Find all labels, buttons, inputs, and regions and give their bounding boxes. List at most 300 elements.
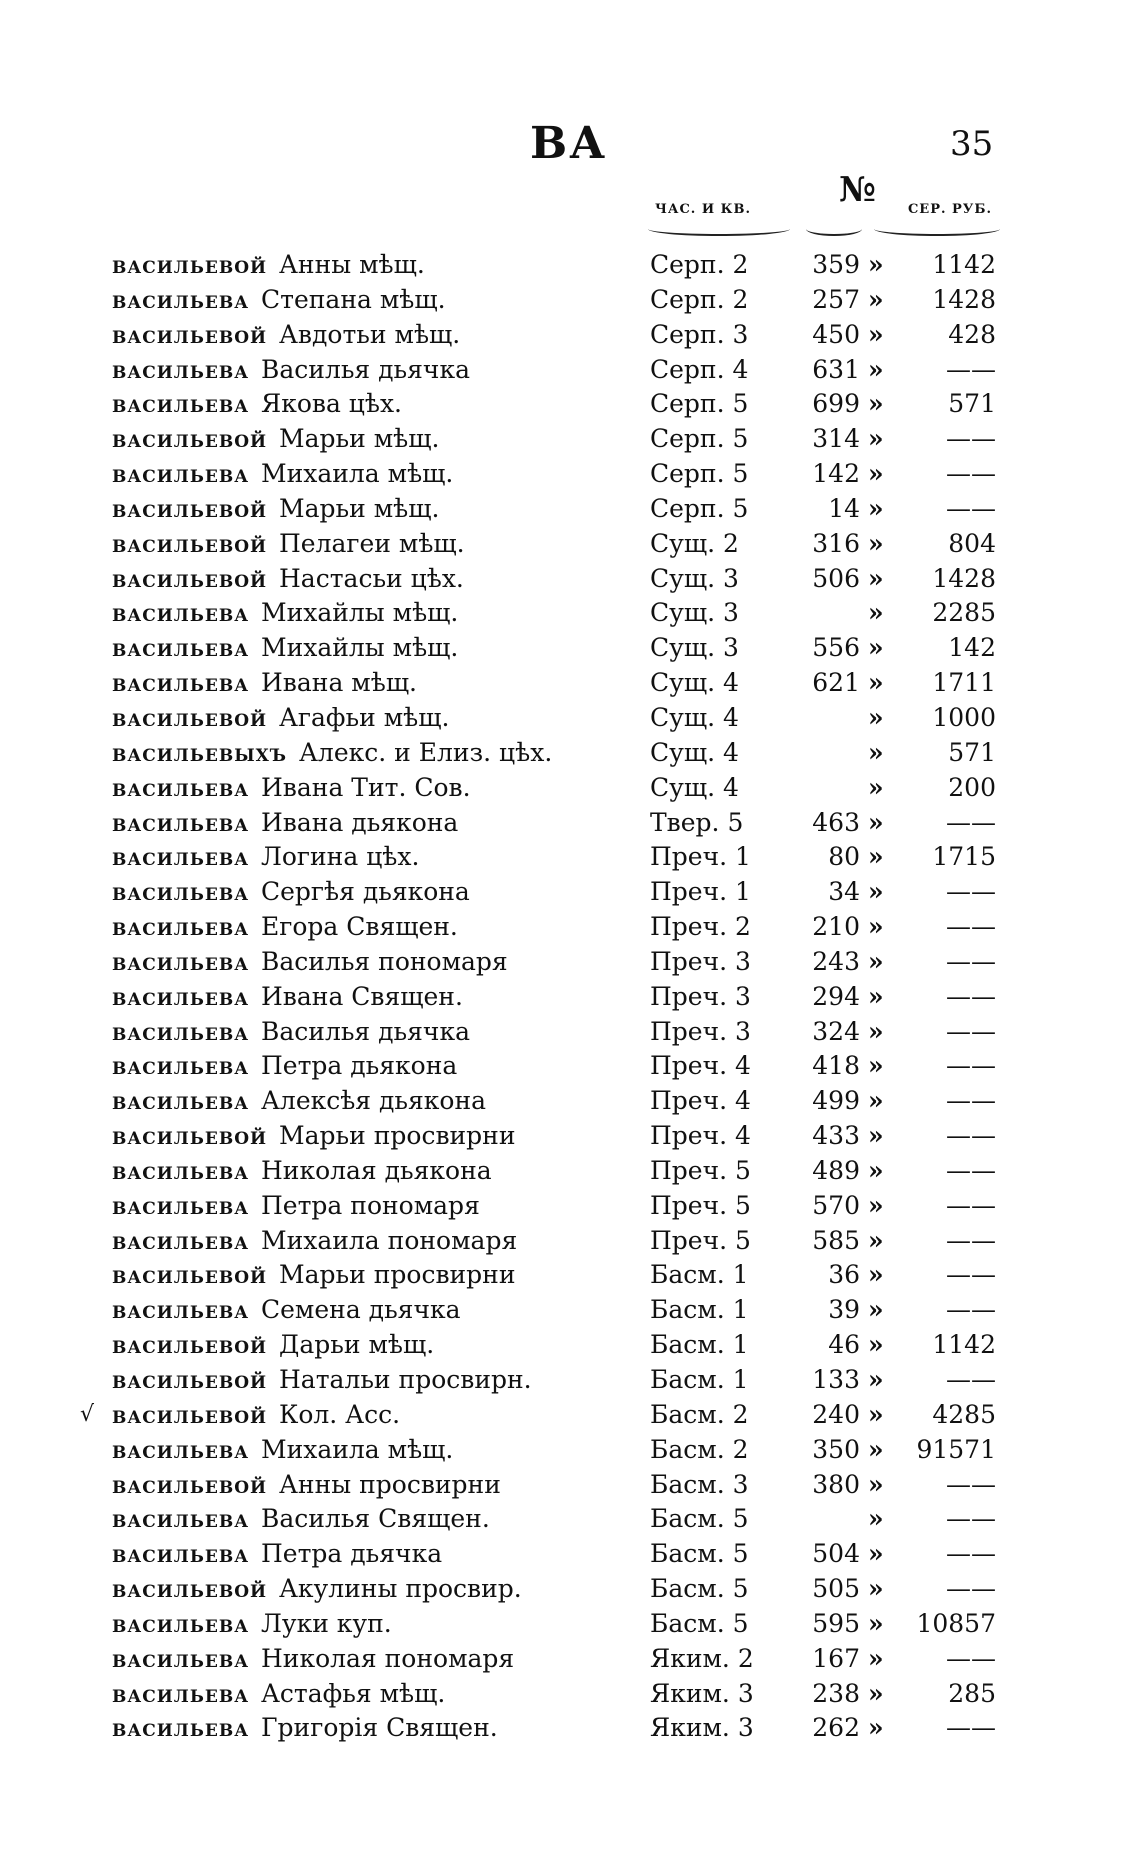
entry-part-quarter: Сущ. 3 xyxy=(650,598,739,628)
entry-surname: васильева xyxy=(112,1225,250,1255)
list-item xyxy=(0,736,1140,771)
entry-surname: васильева xyxy=(112,1434,250,1464)
entry-house-number: 505 xyxy=(812,1574,860,1604)
entry-ditto-mark: » xyxy=(868,772,884,802)
entry-surname: васильева xyxy=(112,1678,250,1708)
entry-house-number: 595 xyxy=(812,1608,860,1638)
entry-house-number: 257 xyxy=(812,284,860,314)
entry-ditto-mark: » xyxy=(868,633,884,663)
entry-part-quarter: Серп. 5 xyxy=(650,493,749,523)
entry-part-quarter: Сущ. 2 xyxy=(650,528,739,558)
entry-house-number: 433 xyxy=(812,1121,860,1151)
entry-rubles: —— xyxy=(946,912,996,942)
entry-part-quarter: Басм. 1 xyxy=(650,1295,749,1325)
entry-ditto-mark: » xyxy=(868,1608,884,1638)
entry-rubles: —— xyxy=(946,1155,996,1185)
entry-name-rank: Николая дьякона xyxy=(261,1155,492,1185)
entry-rubles: 428 xyxy=(948,319,996,349)
entry-part-quarter: Басм. 1 xyxy=(650,1260,749,1290)
list-item xyxy=(0,945,1140,980)
entry-name-rank: Анны просвирни xyxy=(279,1469,501,1499)
entry-house-number: 294 xyxy=(812,981,860,1011)
entry-surname: васильевыхъ xyxy=(112,737,288,767)
entry-surname: васильева xyxy=(112,354,250,384)
entry-ditto-mark: » xyxy=(868,598,884,628)
list-item xyxy=(0,1433,1140,1468)
list-item xyxy=(0,1328,1140,1363)
entry-surname: васильевой xyxy=(112,1330,268,1360)
entry-house-number: 262 xyxy=(812,1713,860,1743)
entry-part-quarter: Серп. 2 xyxy=(650,284,749,314)
entry-name-rank: Василья дьячка xyxy=(261,1016,470,1046)
entry-name-rank: Михаила мѣщ. xyxy=(261,459,454,489)
list-item xyxy=(0,1363,1140,1398)
entry-rubles: 200 xyxy=(948,772,996,802)
entry-surname: васильева xyxy=(112,389,250,419)
entry-house-number: 39 xyxy=(828,1295,860,1325)
entry-surname: васильевой xyxy=(112,702,268,732)
entry-rubles: —— xyxy=(946,1260,996,1290)
entry-ditto-mark: » xyxy=(868,493,884,523)
entry-name-rank: Алекс. и Елиз. цѣх. xyxy=(299,737,553,767)
entry-part-quarter: Преч. 5 xyxy=(650,1155,751,1185)
entry-part-quarter: Серп. 4 xyxy=(650,354,749,384)
entry-rubles: 1142 xyxy=(932,1330,996,1360)
entry-surname: васильева xyxy=(112,1155,250,1185)
entry-ditto-mark: » xyxy=(868,946,884,976)
entry-surname: васильевой xyxy=(112,1399,268,1429)
list-item xyxy=(0,771,1140,806)
entry-rubles: 1142 xyxy=(932,250,996,279)
entry-rubles: 571 xyxy=(948,389,996,419)
entry-surname: васильева xyxy=(112,633,250,663)
entry-part-quarter: Басм. 3 xyxy=(650,1469,749,1499)
entry-house-number: 556 xyxy=(812,633,860,663)
entry-ditto-mark: » xyxy=(868,807,884,837)
list-item xyxy=(0,1677,1140,1712)
list-item xyxy=(0,1468,1140,1503)
entry-part-quarter: Серп. 3 xyxy=(650,319,749,349)
entry-ditto-mark: » xyxy=(868,1539,884,1569)
list-item xyxy=(0,492,1140,527)
entry-name-rank: Логина цѣх. xyxy=(261,842,420,872)
entry-rubles: —— xyxy=(946,1469,996,1499)
entry-rubles: —— xyxy=(946,1643,996,1673)
entry-rubles: —— xyxy=(946,1574,996,1604)
entry-part-quarter: Преч. 4 xyxy=(650,1086,751,1116)
entry-rubles: 1711 xyxy=(932,668,996,698)
entry-part-quarter: Серп. 5 xyxy=(650,424,749,454)
entry-house-number: 350 xyxy=(812,1434,860,1464)
entry-part-quarter: Сущ. 4 xyxy=(650,702,739,732)
entry-house-number: 36 xyxy=(828,1260,860,1290)
list-item xyxy=(0,980,1140,1015)
entry-part-quarter: Преч. 4 xyxy=(650,1121,751,1151)
column-brace-part xyxy=(648,222,790,236)
entry-house-number: 699 xyxy=(812,389,860,419)
entry-ditto-mark: » xyxy=(868,912,884,942)
entry-name-rank: Натальи просвирн. xyxy=(279,1365,532,1394)
entry-part-quarter: Преч. 2 xyxy=(650,912,751,942)
entry-name-rank: Авдотьи мѣщ. xyxy=(279,319,461,349)
column-brace-number xyxy=(806,222,862,236)
entry-name-rank: Егора Священ. xyxy=(261,912,458,942)
list-item xyxy=(0,318,1140,353)
entry-surname: васильева xyxy=(112,842,250,872)
list-item xyxy=(0,1711,1140,1746)
list-item xyxy=(0,1015,1140,1050)
entry-name-rank: Настасьи цѣх. xyxy=(279,563,464,593)
entry-surname: васильева xyxy=(112,1190,250,1220)
entry-ditto-mark: » xyxy=(868,842,884,872)
entry-name-rank: Сергѣя дьякона xyxy=(261,877,470,907)
entry-house-number: 324 xyxy=(812,1016,860,1046)
entry-part-quarter: Басм. 5 xyxy=(650,1504,749,1534)
list-item xyxy=(0,701,1140,736)
entry-ditto-mark: » xyxy=(868,877,884,907)
entry-rubles: 142 xyxy=(948,633,996,663)
entry-part-quarter: Преч. 5 xyxy=(650,1225,751,1255)
entry-ditto-mark: » xyxy=(868,319,884,349)
entry-rubles: —— xyxy=(946,1051,996,1081)
entry-house-number: 240 xyxy=(812,1399,860,1429)
entry-part-quarter: Басм. 5 xyxy=(650,1539,749,1569)
entry-part-quarter: Басм. 5 xyxy=(650,1574,749,1604)
list-item xyxy=(0,1049,1140,1084)
entry-ditto-mark: » xyxy=(868,668,884,698)
entry-name-rank: Петра пономаря xyxy=(261,1190,480,1220)
entry-part-quarter: Преч. 1 xyxy=(650,842,751,872)
entry-name-rank: Михайлы мѣщ. xyxy=(261,598,459,628)
entry-ditto-mark: » xyxy=(868,1190,884,1220)
entry-name-rank: Михаила мѣщ. xyxy=(261,1434,454,1464)
entry-house-number: 133 xyxy=(812,1365,860,1394)
entry-name-rank: Луки куп. xyxy=(261,1608,392,1638)
entry-rubles: —— xyxy=(946,1225,996,1255)
entry-ditto-mark: » xyxy=(868,1434,884,1464)
entry-house-number: 14 xyxy=(828,493,860,523)
entry-surname: васильева xyxy=(112,807,250,837)
entry-rubles: —— xyxy=(946,981,996,1011)
entry-ditto-mark: » xyxy=(868,1574,884,1604)
entry-rubles: 571 xyxy=(948,737,996,767)
entry-ditto-mark: » xyxy=(868,1365,884,1394)
entry-rubles: —— xyxy=(946,354,996,384)
entry-name-rank: Якова цѣх. xyxy=(261,389,402,419)
entry-ditto-mark: » xyxy=(868,354,884,384)
entry-name-rank: Николая пономаря xyxy=(261,1643,515,1673)
entry-ditto-mark: » xyxy=(868,1504,884,1534)
entry-ditto-mark: » xyxy=(868,1016,884,1046)
entry-ditto-mark: » xyxy=(868,981,884,1011)
list-item xyxy=(0,527,1140,562)
entry-house-number: 316 xyxy=(812,528,860,558)
list-item xyxy=(0,910,1140,945)
entry-surname: васильева xyxy=(112,946,250,976)
entry-house-number: 450 xyxy=(812,319,860,349)
entry-house-number: 210 xyxy=(812,912,860,942)
entry-rubles: 285 xyxy=(948,1678,996,1708)
entry-part-quarter: Сущ. 3 xyxy=(650,633,739,663)
entry-part-quarter: Басм. 2 xyxy=(650,1399,749,1429)
entry-rubles: —— xyxy=(946,424,996,454)
list-item xyxy=(0,283,1140,318)
entry-name-rank: Петра дьячка xyxy=(261,1539,443,1569)
entry-surname: васильева xyxy=(112,668,250,698)
entry-name-rank: Ивана Тит. Сов. xyxy=(261,772,471,802)
entry-ditto-mark: » xyxy=(868,1469,884,1499)
entry-part-quarter: Преч. 5 xyxy=(650,1190,751,1220)
entry-name-rank: Марьи мѣщ. xyxy=(279,424,440,454)
entry-house-number: 314 xyxy=(812,424,860,454)
entry-name-rank: Михайлы мѣщ. xyxy=(261,633,459,663)
entry-surname: васильева xyxy=(112,1643,250,1673)
entry-part-quarter: Серп. 2 xyxy=(650,250,749,279)
entry-name-rank: Ивана мѣщ. xyxy=(261,668,418,698)
entry-surname: васильевой xyxy=(112,250,268,279)
entry-house-number: 621 xyxy=(812,668,860,698)
entry-rubles: —— xyxy=(946,459,996,489)
entry-name-rank: Петра дьякона xyxy=(261,1051,458,1081)
entry-name-rank: Кол. Асс. xyxy=(279,1399,401,1429)
entry-ditto-mark: » xyxy=(868,528,884,558)
entry-ditto-mark: » xyxy=(868,284,884,314)
entry-part-quarter: Серп. 5 xyxy=(650,389,749,419)
entry-surname: васильева xyxy=(112,284,250,314)
list-item xyxy=(0,422,1140,457)
entry-part-quarter: Яким. 3 xyxy=(650,1678,754,1708)
entry-house-number: 418 xyxy=(812,1051,860,1081)
entry-surname: васильевой xyxy=(112,1260,268,1290)
column-header-part: ЧАС. И КВ. xyxy=(655,202,752,217)
entry-rubles: —— xyxy=(946,877,996,907)
entry-part-quarter: Яким. 2 xyxy=(650,1643,754,1673)
list-item xyxy=(0,1537,1140,1572)
margin-check-mark: √ xyxy=(80,1401,95,1427)
list-item xyxy=(0,1398,1140,1433)
entry-rubles: 1000 xyxy=(932,702,996,732)
entry-house-number: 243 xyxy=(812,946,860,976)
entry-surname: васильева xyxy=(112,1051,250,1081)
list-item xyxy=(0,1224,1140,1259)
entry-surname: васильева xyxy=(112,772,250,802)
entry-house-number: 359 xyxy=(812,250,860,279)
entry-house-number: 463 xyxy=(812,807,860,837)
entry-house-number: 506 xyxy=(812,563,860,593)
list-item xyxy=(0,1189,1140,1224)
entry-rubles: —— xyxy=(946,493,996,523)
entry-surname: васильева xyxy=(112,1539,250,1569)
entry-ditto-mark: » xyxy=(868,250,884,279)
entry-rubles: 1428 xyxy=(932,563,996,593)
list-item xyxy=(0,1293,1140,1328)
entry-house-number: 489 xyxy=(812,1155,860,1185)
entry-part-quarter: Твер. 5 xyxy=(650,807,744,837)
entry-rubles: —— xyxy=(946,1713,996,1743)
entry-part-quarter: Сущ. 4 xyxy=(650,737,739,767)
list-item xyxy=(0,562,1140,597)
entry-list xyxy=(0,248,1140,1746)
entry-part-quarter: Сущ. 4 xyxy=(650,772,739,802)
entry-ditto-mark: » xyxy=(868,737,884,767)
entry-ditto-mark: » xyxy=(868,1121,884,1151)
entry-name-rank: Ивана дьякона xyxy=(261,807,459,837)
entry-house-number: 380 xyxy=(812,1469,860,1499)
entry-surname: васильевой xyxy=(112,1365,268,1394)
entry-house-number: 499 xyxy=(812,1086,860,1116)
entry-name-rank: Пелагеи мѣщ. xyxy=(279,528,465,558)
entry-rubles: —— xyxy=(946,946,996,976)
entry-ditto-mark: » xyxy=(868,1643,884,1673)
entry-name-rank: Ивана Священ. xyxy=(261,981,463,1011)
entry-ditto-mark: » xyxy=(868,1399,884,1429)
entry-part-quarter: Серп. 5 xyxy=(650,459,749,489)
entry-surname: васильевой xyxy=(112,1574,268,1604)
list-item xyxy=(0,248,1140,283)
entry-rubles: 10857 xyxy=(916,1608,996,1638)
entry-part-quarter: Басм. 5 xyxy=(650,1608,749,1638)
entry-name-rank: Анны мѣщ. xyxy=(279,250,425,279)
entry-ditto-mark: » xyxy=(868,424,884,454)
list-item xyxy=(0,1258,1140,1293)
entry-ditto-mark: » xyxy=(868,1678,884,1708)
list-item xyxy=(0,1642,1140,1677)
list-item xyxy=(0,1607,1140,1642)
list-item xyxy=(0,596,1140,631)
entry-surname: васильева xyxy=(112,877,250,907)
entry-name-rank: Василья пономаря xyxy=(261,946,508,976)
entry-name-rank: Алексѣя дьякона xyxy=(261,1086,487,1116)
entry-surname: васильевой xyxy=(112,493,268,523)
entry-house-number: 167 xyxy=(812,1643,860,1673)
entry-ditto-mark: » xyxy=(868,1051,884,1081)
entry-rubles: —— xyxy=(946,1086,996,1116)
entry-part-quarter: Преч. 4 xyxy=(650,1051,751,1081)
entry-surname: васильева xyxy=(112,1086,250,1116)
entry-surname: васильевой xyxy=(112,424,268,454)
entry-part-quarter: Преч. 3 xyxy=(650,1016,751,1046)
entry-house-number: 142 xyxy=(812,459,860,489)
column-header-rubles: СЕР. РУБ. xyxy=(907,202,992,217)
entry-ditto-mark: » xyxy=(868,563,884,593)
entry-surname: васильева xyxy=(112,1713,250,1743)
entry-surname: васильева xyxy=(112,459,250,489)
entry-part-quarter: Сущ. 3 xyxy=(650,563,739,593)
entry-ditto-mark: » xyxy=(868,1330,884,1360)
entry-part-quarter: Преч. 1 xyxy=(650,877,751,907)
entry-name-rank: Семена дьячка xyxy=(261,1295,461,1325)
entry-surname: васильева xyxy=(112,912,250,942)
entry-rubles: 91571 xyxy=(916,1434,996,1464)
entry-house-number: 238 xyxy=(812,1678,860,1708)
entry-part-quarter: Преч. 3 xyxy=(650,946,751,976)
entry-rubles: 1428 xyxy=(932,284,996,314)
entry-surname: васильева xyxy=(112,1295,250,1325)
entry-surname: васильевой xyxy=(112,1121,268,1151)
list-item xyxy=(0,353,1140,388)
entry-house-number: 504 xyxy=(812,1539,860,1569)
entry-surname: васильева xyxy=(112,1016,250,1046)
entry-part-quarter: Басм. 1 xyxy=(650,1365,749,1394)
entry-surname: васильевой xyxy=(112,319,268,349)
entry-part-quarter: Басм. 1 xyxy=(650,1330,749,1360)
entry-ditto-mark: » xyxy=(868,1260,884,1290)
entry-ditto-mark: » xyxy=(868,1225,884,1255)
entry-house-number: 34 xyxy=(828,877,860,907)
entry-name-rank: Марьи просвирни xyxy=(279,1121,516,1151)
entry-name-rank: Марьи просвирни xyxy=(279,1260,516,1290)
entry-rubles: 2285 xyxy=(932,598,996,628)
entry-surname: васильевой xyxy=(112,563,268,593)
entry-surname: васильева xyxy=(112,1608,250,1638)
entry-name-rank: Агафьи мѣщ. xyxy=(279,702,450,732)
page-number: 35 xyxy=(950,124,994,164)
entry-rubles: —— xyxy=(946,1539,996,1569)
entry-name-rank: Михаила пономаря xyxy=(261,1225,518,1255)
entry-rubles: —— xyxy=(946,1190,996,1220)
entry-rubles: 1715 xyxy=(932,842,996,872)
entry-rubles: —— xyxy=(946,1016,996,1046)
entry-name-rank: Василья Священ. xyxy=(261,1504,490,1534)
entry-surname: васильевой xyxy=(112,528,268,558)
list-item xyxy=(0,1154,1140,1189)
list-item xyxy=(0,1084,1140,1119)
entry-house-number: 631 xyxy=(812,354,860,384)
entry-part-quarter: Басм. 2 xyxy=(650,1434,749,1464)
list-item xyxy=(0,631,1140,666)
entry-part-quarter: Сущ. 4 xyxy=(650,668,739,698)
running-head: ВА xyxy=(530,118,608,169)
entry-rubles: —— xyxy=(946,1504,996,1534)
entry-rubles: 4285 xyxy=(932,1399,996,1429)
column-header-number: № xyxy=(839,170,876,210)
list-item xyxy=(0,1572,1140,1607)
list-item xyxy=(0,806,1140,841)
entry-part-quarter: Яким. 3 xyxy=(650,1713,754,1743)
entry-rubles: —— xyxy=(946,1365,996,1394)
entry-part-quarter: Преч. 3 xyxy=(650,981,751,1011)
entry-name-rank: Григорія Священ. xyxy=(261,1713,498,1743)
entry-name-rank: Марьи мѣщ. xyxy=(279,493,440,523)
entry-name-rank: Акулины просвир. xyxy=(279,1574,522,1604)
list-item xyxy=(0,875,1140,910)
entry-name-rank: Василья дьячка xyxy=(261,354,470,384)
entry-surname: васильева xyxy=(112,1504,250,1534)
list-item xyxy=(0,1502,1140,1537)
entry-house-number: 80 xyxy=(828,842,860,872)
entry-surname: васильевой xyxy=(112,1469,268,1499)
list-item xyxy=(0,387,1140,422)
column-brace-rubles xyxy=(874,222,1000,236)
entry-house-number: 570 xyxy=(812,1190,860,1220)
entry-ditto-mark: » xyxy=(868,1295,884,1325)
entry-rubles: —— xyxy=(946,1121,996,1151)
entry-rubles: 804 xyxy=(948,528,996,558)
entry-ditto-mark: » xyxy=(868,1713,884,1743)
entry-ditto-mark: » xyxy=(868,702,884,732)
entry-house-number: 46 xyxy=(828,1330,860,1360)
list-item xyxy=(0,1119,1140,1154)
entry-house-number: 585 xyxy=(812,1225,860,1255)
entry-ditto-mark: » xyxy=(868,389,884,419)
entry-name-rank: Степана мѣщ. xyxy=(261,284,446,314)
entry-ditto-mark: » xyxy=(868,459,884,489)
list-item xyxy=(0,840,1140,875)
entry-ditto-mark: » xyxy=(868,1155,884,1185)
entry-rubles: —— xyxy=(946,1295,996,1325)
entry-name-rank: Астафья мѣщ. xyxy=(261,1678,446,1708)
list-item xyxy=(0,457,1140,492)
